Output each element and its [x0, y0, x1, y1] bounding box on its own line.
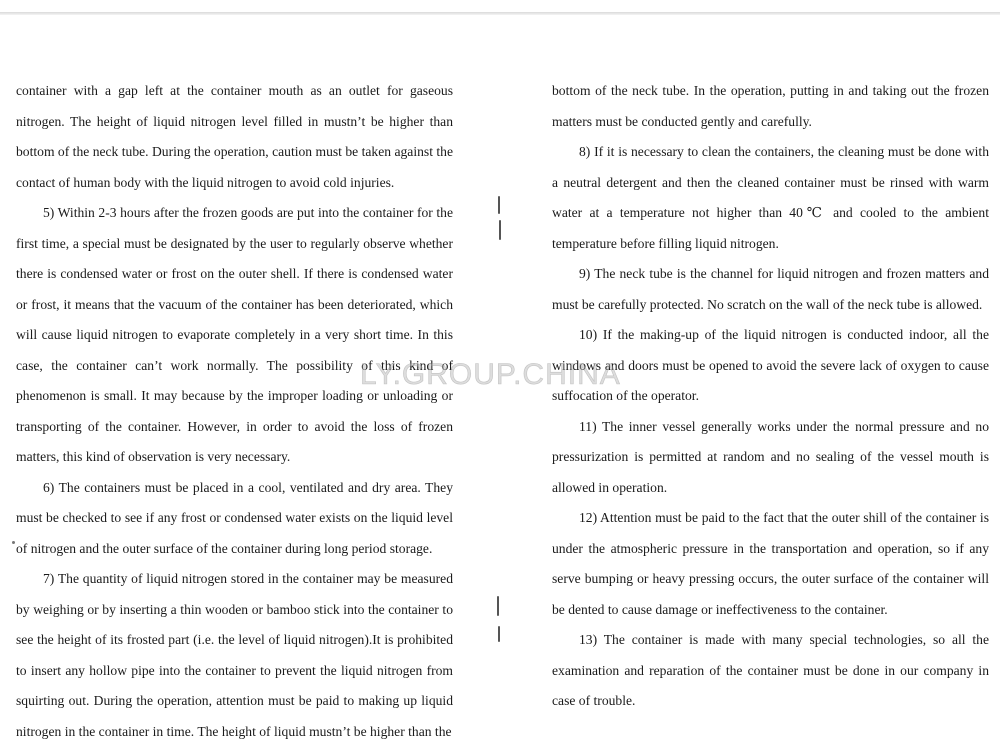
right-paragraph-3: 9) The neck tube is the channel for liquid nitrogen and frozen matters and must be carefully protected. No scratch on the wall of the neck tube is allowed.	[552, 266, 989, 312]
scan-top-edge	[0, 12, 1000, 15]
right-column	[552, 76, 989, 717]
right-paragraph-2: 8) If it is necessary to clean the containers, the cleaning must be done with a neutral detergent and then the cleaned container must be rinsed with warm water at a temperature not higher than 40℃ and cooled to the ambient temperature before filling liquid nitrogen.	[552, 144, 989, 251]
left-column	[16, 76, 453, 747]
gutter-mark-2	[499, 220, 501, 240]
left-paragraph-1: container with a gap left at the container mouth as an outlet for gaseous nitrogen. The height of liquid nitrogen level filled in mustn’t be higher than bottom of the neck tube. During the operation, caution must be taken against the contact of human body with the liquid nitrogen to avoid cold injuries.	[16, 83, 453, 190]
right-paragraph-5: 11) The inner vessel generally works under the normal pressure and no pressurization is permitted at random and no sealing of the vessel mouth is allowed in operation.	[552, 418, 989, 495]
left-paragraph-2: 5) Within 2-3 hours after the frozen goods are put into the container for the first time, a special must be designated by the user to regularly observe whether there is condensed water or frost on the outer shell. If there is condensed water or frost, it means that the vacuum of the container has been deteriorated, which will cause liquid nitrogen to evaporate completely in a very short time. In this case, the container can’t work normally. The possibility of this kind of phenomenon is small. It may because by the improper loading or unloading or transporting of the container. However, in order to avoid the loss of frozen matters, this kind of observation is very necessary.	[16, 205, 453, 464]
gutter-mark-1	[498, 196, 500, 214]
right-paragraph-6: 12) Attention must be paid to the fact that the outer shill of the container is under the atmospheric pressure in the transportation and operation, so if any serve bumping or heavy pressing occurs, the outer surface of the container will be dented to cause damage or ineffectiveness to the container.	[552, 510, 989, 617]
gutter-mark-3	[497, 596, 499, 616]
left-paragraph-3: 6) The containers must be placed in a cool, ventilated and dry area. They must be checked to see if any frost or condensed water exists on the liquid level of nitrogen and the outer surface of the container during long period storage.	[16, 479, 453, 556]
scan-speck	[12, 541, 15, 544]
right-paragraph-1: bottom of the neck tube. In the operation, putting in and taking out the frozen matters must be conducted gently and carefully.	[552, 83, 989, 129]
right-paragraph-7: 13) The container is made with many special technologies, so all the examination and reparation of the container must be done in our company in case of trouble.	[552, 632, 989, 708]
right-paragraph-4: 10) If the making-up of the liquid nitrogen is conducted indoor, all the windows and doors must be opened to avoid the severe lack of oxygen to cause suffocation of the operator.	[552, 327, 989, 403]
gutter-mark-4	[498, 626, 500, 642]
left-paragraph-4: 7) The quantity of liquid nitrogen stored in the container may be measured by weighing or by inserting a thin wooden or bamboo stick into the container to see the height of its frosted part (i.e. the level of liquid nitrogen).It is prohibited to insert any hollow pipe into the container to prevent the liquid nitrogen from squirting out. During the operation, attention must be paid to making up liquid nitrogen in the container in time. The height of liquid mustn’t be higher than the	[16, 571, 453, 739]
watermark: LY.GROUP.CHINA	[360, 358, 621, 391]
